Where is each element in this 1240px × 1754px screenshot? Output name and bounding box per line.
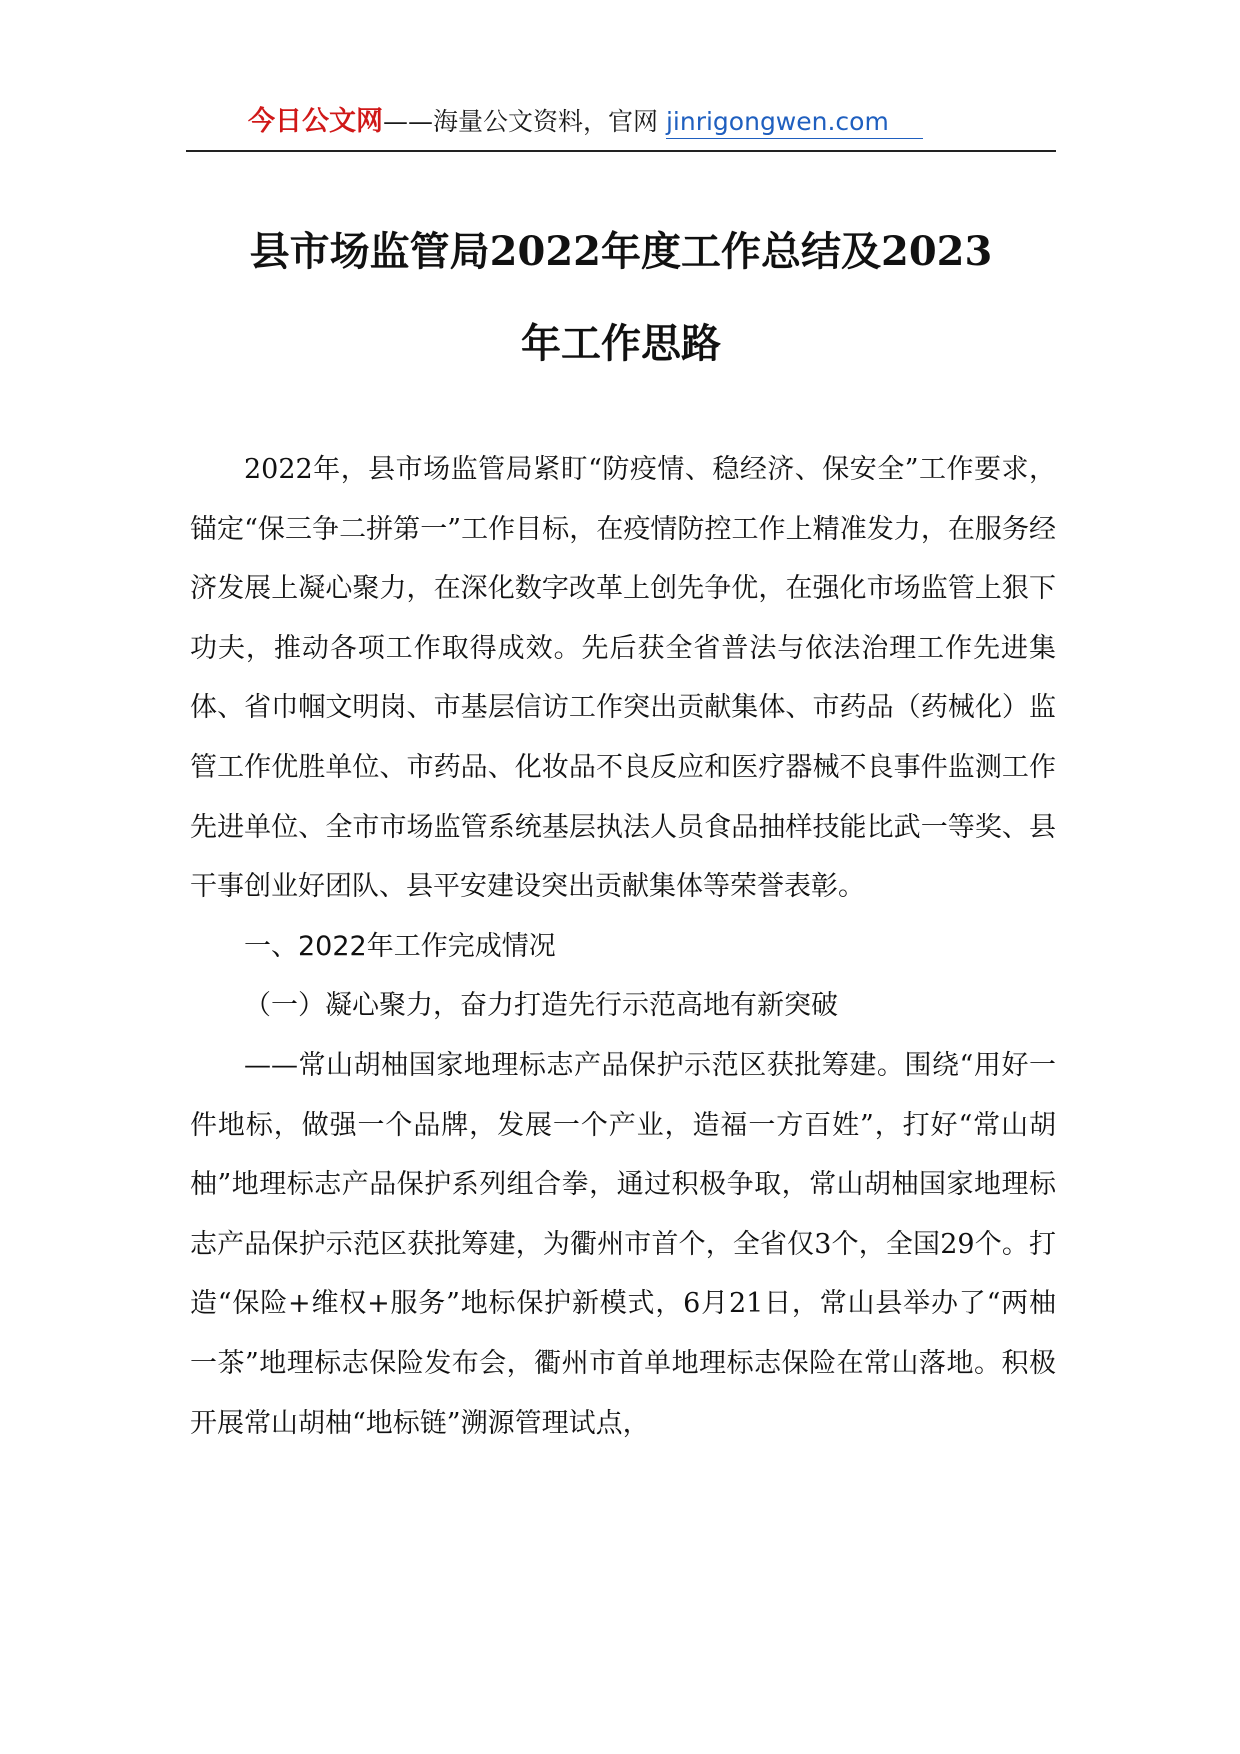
website-link[interactable]: jinrigongwen.com (666, 107, 923, 139)
document-body (190, 440, 1056, 1453)
document-title (186, 206, 1056, 390)
body-paragraph: ——常山胡柚国家地理标志产品保护示范区获批筹建。围绕“用好一件地标，做强一个品牌，发展一个产业，造福一方百姓”，打好“常山胡柚”地理标志产品保护系列组合拳，通过积极争取，常山胡柚国家地理标志产品保护示范区获批筹建，为衢州市首个，全省仅3个，全国29个。打造“保险+维权+服务”地标保护新模式，6月21日，常山县举办了“两柚一茶”地理标志保险发布会，衢州市首单地理标志保险在常山落地。积极开展常山胡柚“地标链”溯源管理试点， (190, 1049, 1056, 1439)
header-line (248, 106, 923, 138)
document-header (186, 96, 1056, 152)
title-line-2: 年工作思路 (521, 320, 721, 367)
section-heading: 一、2022年工作完成情况 (244, 930, 556, 962)
subsection-heading: （一）凝心聚力，奋力打造先行示范高地有新突破 (244, 990, 838, 1022)
brand-name: 今日公文网 (248, 106, 383, 137)
header-tagline: ——海量公文资料，官网 (383, 107, 659, 136)
intro-paragraph: 2022年，县市场监管局紧盯“防疫情、稳经济、保安全”工作要求，锚定“保三争二拼第一”工作目标，在疫情防控工作上精准发力，在服务经济发展上凝心聚力，在深化数字改革上创先争优，在强化市场监管上狠下功夫，推动各项工作取得成效。先后获全省普法与依法治理工作先进集体、省巾帼文明岗、市基层信访工作突出贡献集体、市药品（药械化）监管工作优胜单位、市药品、化妆品不良反应和医疗器械不良事件监测工作先进单位、全市市场监管系统基层执法人员食品抽样技能比武一等奖、县干事创业好团队、县平安建设突出贡献集体等荣誉表彰。 (190, 454, 1056, 903)
title-line-1: 县市场监管局2022年度工作总结及2023 (249, 228, 993, 275)
